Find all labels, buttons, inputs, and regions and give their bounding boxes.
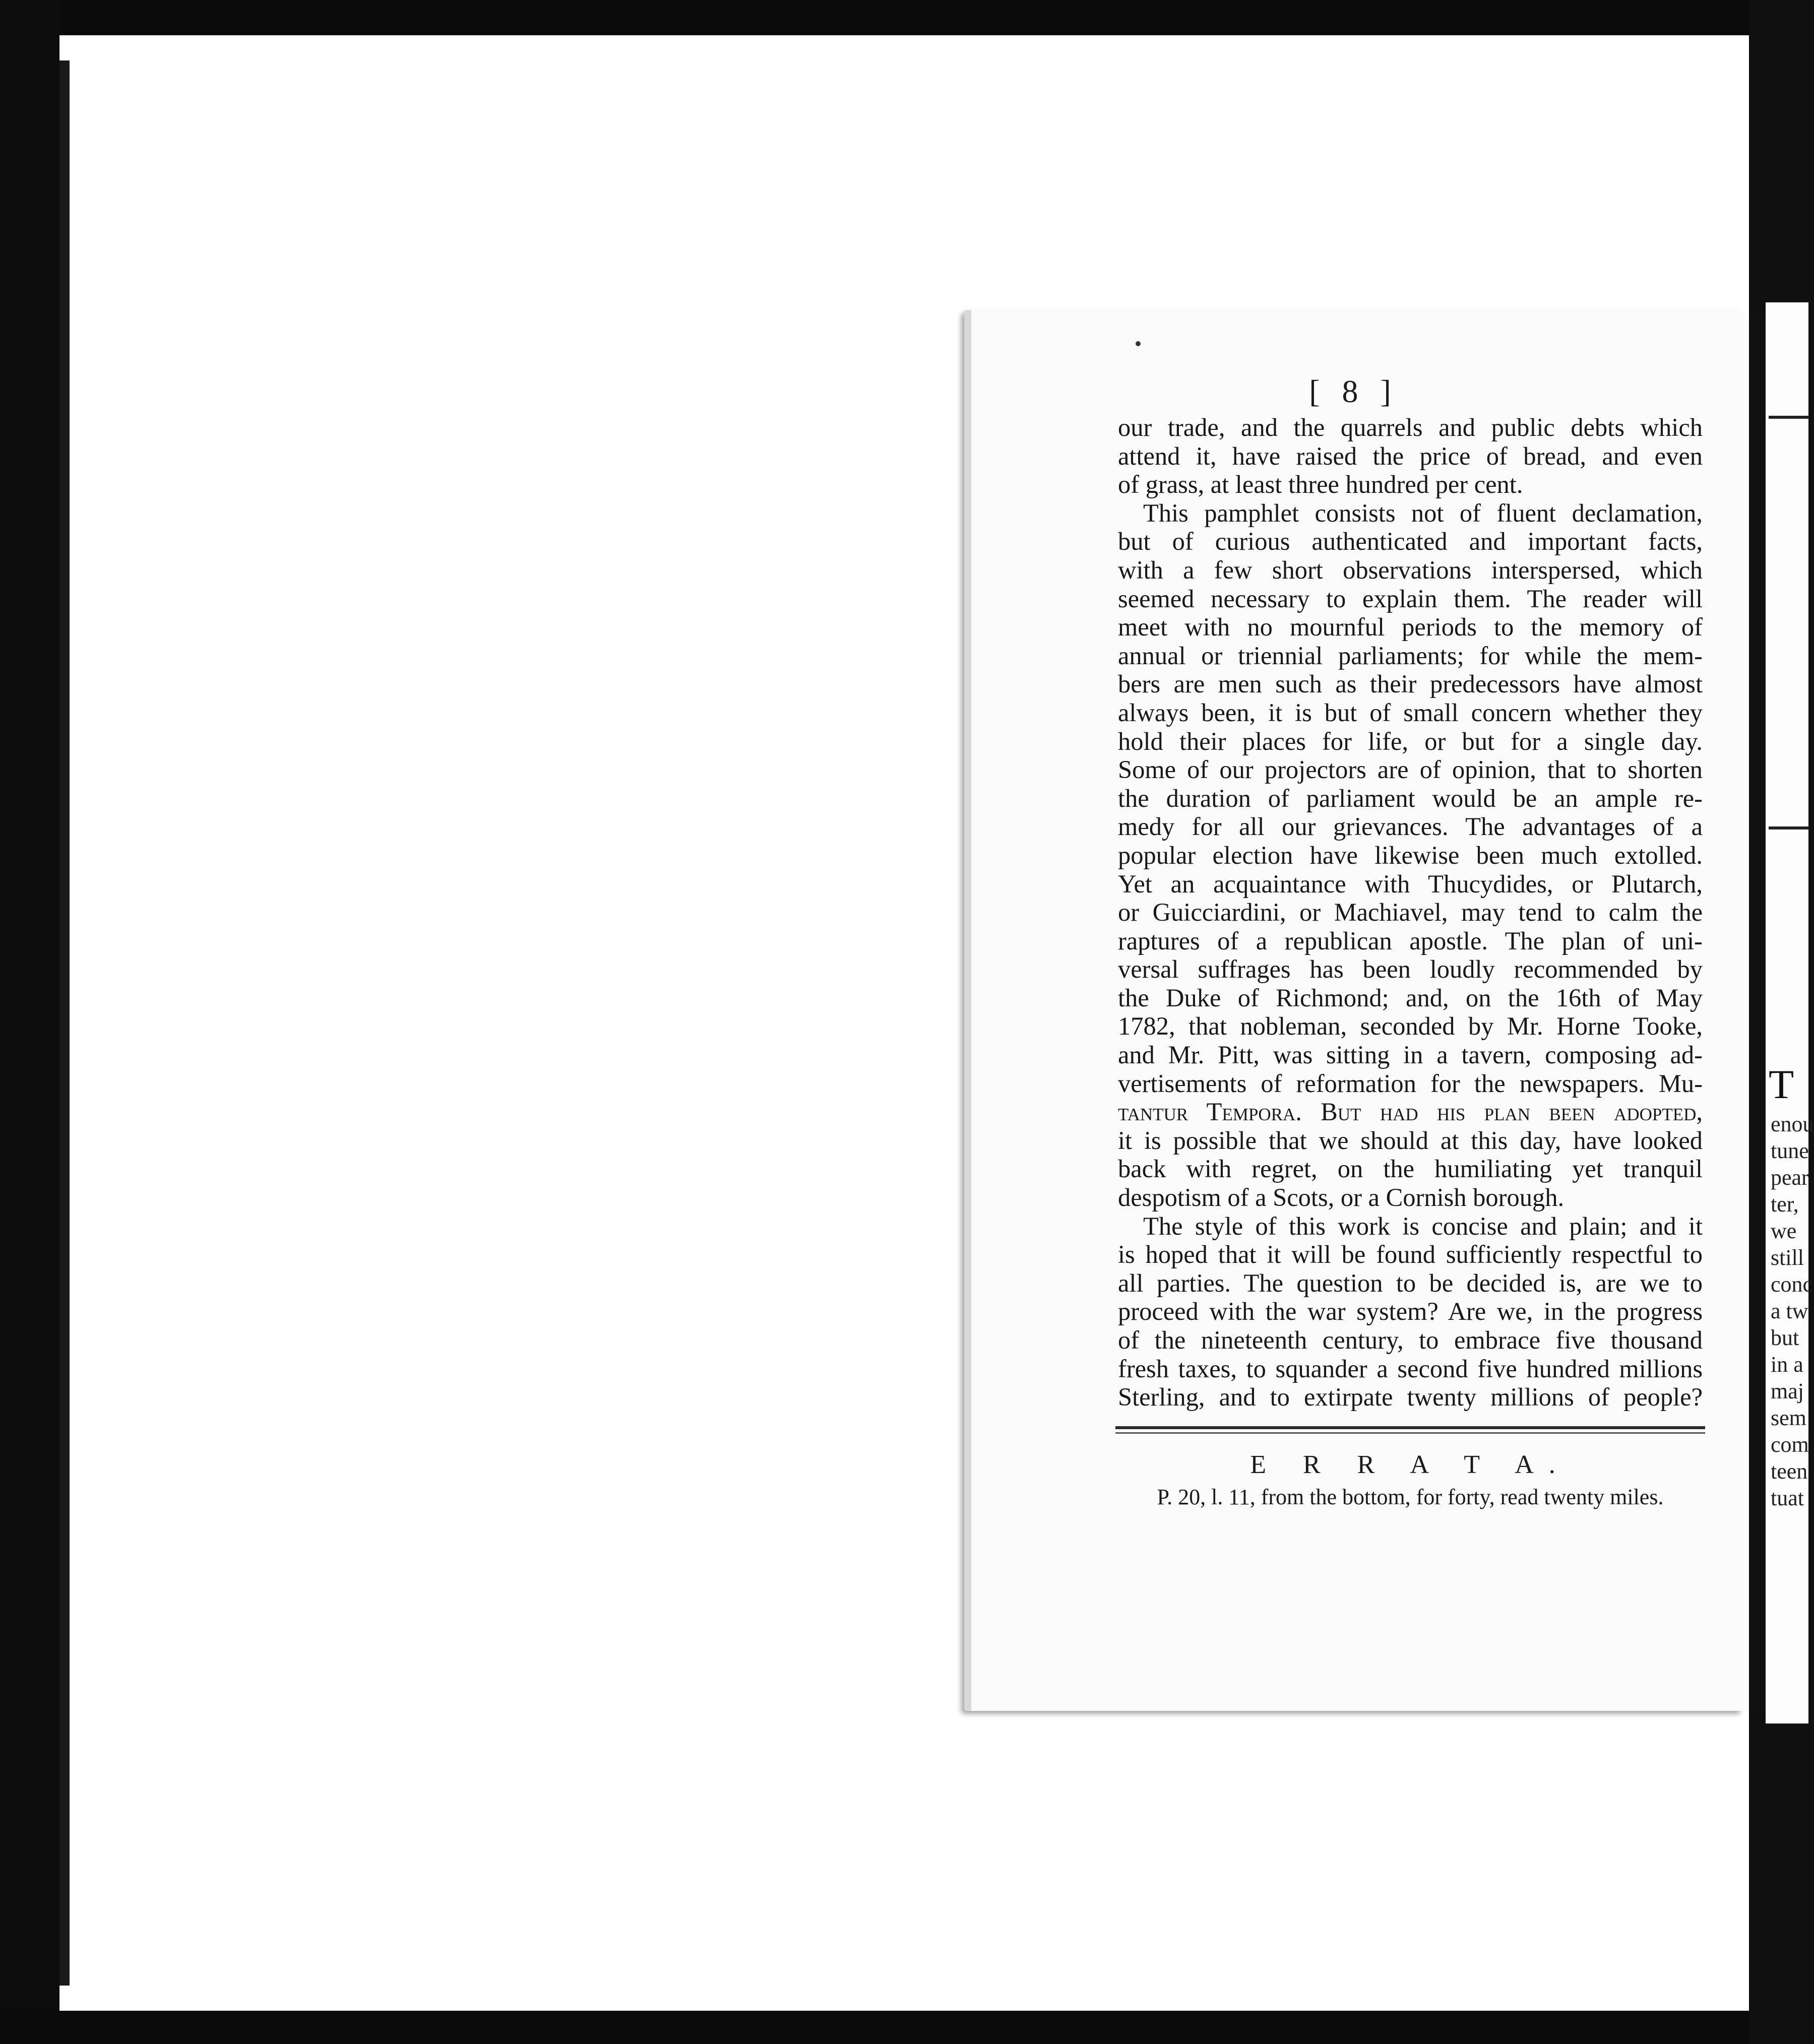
text-line: back with regret, on the humiliating yet tranquil: [1118, 1155, 1703, 1183]
text-line: attend it, have raised the price of bread, and even: [1118, 441, 1703, 470]
text-line: despotism of a Scots, or a Cornish borough.: [1118, 1183, 1565, 1212]
text-line: fresh taxes, to squander a second five hundred millions: [1118, 1354, 1703, 1383]
text-line: vertisements of reformation for the newspapers. Mu-: [1118, 1069, 1703, 1098]
text-line: annual or triennial parliaments; for while the mem-: [1118, 641, 1703, 670]
text-line: always been, it is but of small concern whether they: [1118, 698, 1703, 727]
text-line: of the nineteenth century, to embrace five thousand: [1118, 1326, 1703, 1354]
text-fragment: ter,: [1771, 1192, 1799, 1217]
text-line: Some of our projectors are of opinion, that to shorten: [1118, 755, 1703, 784]
text-line: 1782, that nobleman, seconded by Mr. Horne Tooke,: [1118, 1012, 1703, 1041]
text-fragment: pear: [1771, 1165, 1809, 1190]
drop-cap: T: [1769, 1061, 1794, 1107]
text-line: The style of this work is concise and plain; and it: [1143, 1211, 1703, 1240]
page-body-text: [1118, 413, 1703, 1412]
text-line: popular election have likewise been much extolled.: [1118, 841, 1703, 869]
text-line: of grass, at least three hundred per cent.: [1118, 470, 1523, 499]
text-fragment: maj: [1771, 1379, 1804, 1403]
text-fragment: enou: [1771, 1112, 1814, 1136]
text-line: with a few short observations interspersed, which: [1118, 555, 1703, 584]
text-line: is hoped that it will be found sufficiently respectful to: [1118, 1240, 1703, 1269]
text-line: and Mr. Pitt, was sitting in a tavern, composing ad-: [1118, 1041, 1703, 1069]
text-line: hold their places for life, or but for a single day.: [1118, 727, 1703, 755]
ornament-rule: [1769, 826, 1809, 829]
errata-heading: E R R A T A.: [1250, 1450, 1571, 1479]
text-line: Sterling, and to extirpate twenty millions of people?: [1118, 1383, 1703, 1412]
errata-entry: P. 20, l. 11, from the bottom, for forty, read twenty miles.: [1157, 1485, 1664, 1509]
text-line: meet with no mournful periods to the memory of: [1118, 613, 1703, 642]
scan-frame-left: [0, 0, 59, 2044]
text-line: This pamphlet consists not of fluent declamation,: [1143, 498, 1703, 527]
text-fragment: tuat: [1771, 1486, 1804, 1510]
page-edge-shadow: [964, 310, 971, 1711]
text-line: all parties. The question to be decided is, are we to: [1118, 1268, 1703, 1297]
text-fragment: a tw: [1771, 1299, 1808, 1323]
text-line: Yet an acquaintance with Thucydides, or Plutarch,: [1118, 869, 1703, 898]
text-fragment: com: [1771, 1432, 1809, 1457]
scan-left-strip: [59, 60, 70, 1986]
text-line: but of curious authenticated and important facts,: [1118, 527, 1703, 556]
text-line: seemed necessary to explain them. The reader will: [1118, 584, 1703, 613]
text-line: the Duke of Richmond; and, on the 16th of May: [1118, 983, 1703, 1012]
text-line: raptures of a republican apostle. The plan of uni-: [1118, 926, 1703, 955]
scan-frame-bottom: [0, 2011, 1749, 2044]
text-line: versal suffrages has been loudly recommended by: [1118, 955, 1703, 984]
text-line: medy for all our grievances. The advantages of a: [1118, 812, 1703, 841]
text-line: it is possible that we should at this day, have looked: [1118, 1126, 1703, 1155]
text-fragment: sem: [1771, 1406, 1806, 1430]
ornament-rule: [1769, 416, 1809, 419]
book-gutter: [1750, 315, 1766, 1711]
scan-sheet: [59, 35, 1814, 2011]
double-rule-top: [1115, 1426, 1705, 1429]
next-page-edge: [1766, 302, 1814, 1723]
double-rule-bottom: [1115, 1432, 1705, 1434]
text-fragment: still: [1771, 1245, 1804, 1270]
text-line: our trade, and the quarrels and public debts which: [1118, 413, 1703, 441]
text-fragment: in a: [1771, 1352, 1803, 1377]
page-number: [ 8 ]: [1309, 373, 1398, 409]
scan-frame-top: [0, 0, 1749, 35]
text-fragment: conc: [1771, 1272, 1813, 1297]
text-line: or Guicciardini, or Machiavel, may tend to calm the: [1118, 898, 1703, 927]
text-line: bers are men such as their predecessors have almost: [1118, 670, 1703, 698]
text-fragment: we: [1771, 1219, 1797, 1243]
text-line: the duration of parliament would be an ample re-: [1118, 784, 1703, 812]
text-fragment: tune: [1771, 1138, 1809, 1163]
text-line: proceed with the war system? Are we, in the progress: [1118, 1297, 1703, 1326]
text-line: tantur Tempora. But had his plan been adopted,: [1118, 1098, 1703, 1126]
book-page: [964, 310, 1743, 1711]
text-fragment: but: [1771, 1325, 1799, 1350]
text-fragment: teen: [1771, 1459, 1808, 1484]
speck-mark: [1136, 341, 1141, 346]
